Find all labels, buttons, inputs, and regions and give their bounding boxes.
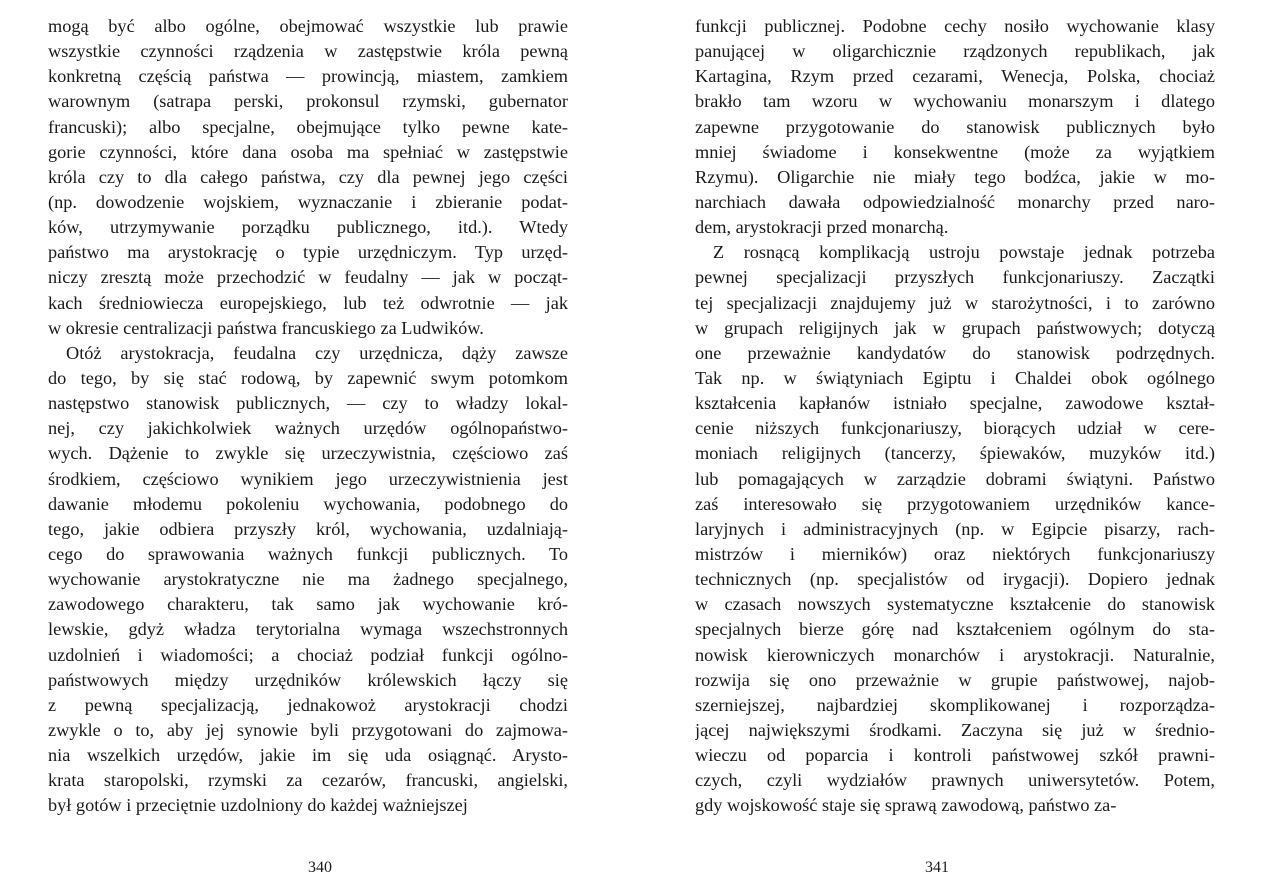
text-line: Rzymu). Oligarchie nie miały tego bodźca, jakie w mo- [695, 166, 1215, 187]
text-line: króla czy to dla całego państwa, czy dla pewnej jego części [48, 166, 568, 187]
text-line: tego, jakie odbiera przyszły król, wychowania, uzdalniają- [48, 518, 568, 539]
text-line: Kartagina, Rzym przed cezarami, Wenecja, Polska, chociaż [695, 66, 1215, 87]
text-line: wychowanie arystokratyczne nie ma żadnego specjalnego, [48, 569, 568, 590]
text-line: był gotów i przeciętnie uzdolniony do każdej ważniejszej [48, 795, 468, 816]
text-line: tej specjalizacji znajdujemy już w starożytności, i to zarówno [695, 292, 1215, 313]
text-line: technicznych (np. specjalistów od irygacji). Dopiero jednak [695, 569, 1215, 590]
text-line: nia wszelkich urzędów, jakie im się uda osiągnąć. Arysto- [48, 745, 568, 766]
text-line: rozwija się ono przeważnie w grupie państwowej, najob- [695, 669, 1215, 690]
right-page-number: 341 [925, 859, 949, 876]
text-line: cego do sprawowania ważnych funkcji publicznych. To [48, 543, 568, 564]
text-line: konkretną częścią państwa — prowincją, miastem, zamkiem [48, 66, 568, 87]
text-line: ków, utrzymywanie porządku publicznego, itd.). Wtedy [48, 217, 568, 238]
text-line: do tego, by się stać rodową, by zapewnić swym potomkom [48, 367, 568, 388]
text-line: gorie czynności, które dana osoba ma spełniać w zastępstwie [48, 141, 568, 162]
text-line: zaś interesowało się przygotowaniem urzędników kance- [695, 493, 1215, 514]
text-line: one przeważnie kandydatów do stanowisk podrzędnych. [695, 342, 1215, 363]
text-line: Z rosnącą komplikacją ustroju powstaje jednak potrzeba [713, 242, 1215, 263]
text-line: (np. dowodzenie wojskiem, wyznaczanie i zbieranie podat- [48, 191, 568, 212]
text-line: środkiem, częściowo wynikiem jego urzeczywistnienia jest [48, 468, 568, 489]
text-line: dem, arystokracji przed monarchą. [695, 217, 949, 238]
text-line: w okresie centralizacji państwa francuskiego za Ludwików. [48, 317, 484, 338]
text-line: zapewne przygotowanie do stanowisk publicznych było [695, 116, 1215, 137]
text-line: następstwo stanowisk publicznych, — czy to władzy lokal- [48, 393, 568, 414]
text-line: czych, czyli wydziałów prawnych uniwersytetów. Potem, [695, 770, 1215, 791]
text-line: zawodowego charakteru, tak samo jak wychowanie kró- [48, 594, 568, 615]
right-page-text [695, 14, 1215, 819]
text-line: mogą być albo ogólne, obejmować wszystkie lub prawie [48, 16, 568, 36]
text-line: w czasach nowszych systematyczne kształcenie do stanowisk [695, 594, 1215, 615]
text-line: krata staropolski, rzymski za cezarów, francuski, angielski, [48, 770, 568, 791]
text-line: wszystkie czynności rządzenia w zastępstwie króla pewną [48, 41, 568, 62]
text-line: niczy zresztą może przechodzić w feudalny — jak w począt- [48, 267, 568, 288]
right-page [695, 14, 1215, 884]
text-line: laryjnych i administracyjnych (np. w Egipcie pisarzy, rach- [695, 518, 1215, 539]
text-line: lub pomagających w zarządzie dobrami świątyni. Państwo [695, 468, 1215, 489]
text-line: wych. Dążenie to zwykle się urzeczywistnia, częściowo zaś [48, 443, 568, 464]
text-line: specjalnych bierze górę nad kształceniem ogólnym do sta- [695, 619, 1215, 640]
text-line: mniej świadome i konsekwentne (może za wyjątkiem [695, 141, 1215, 162]
text-line: w grupach religijnych jak w grupach państwowych; dotyczą [695, 317, 1215, 338]
text-line: nowisk kierowniczych monarchów i arystokracji. Naturalnie, [695, 644, 1215, 665]
text-line: państwowych między urzędników królewskich łączy się [48, 669, 568, 690]
text-line: wieczu od poparcia i kontroli państwowej szkół prawni- [695, 745, 1215, 766]
text-line: kształcenia kapłanów istniało specjalne, zawodowe kształ- [695, 393, 1215, 414]
text-line: narchiach dawała odpowiedzialność monarchy przed naro- [695, 191, 1215, 212]
text-line: panującej w oligarchicznie rządzonych republikach, jak [695, 41, 1215, 62]
left-page-text [48, 14, 568, 819]
text-line: państwo ma arystokrację o typie urzędniczym. Typ urzęd- [48, 242, 568, 263]
text-line: zwykle o to, aby jej synowie byli przygotowani do zajmowa- [48, 719, 568, 740]
text-line: lewskie, gdyż władza terytorialna wymaga wszechstronnych [48, 619, 568, 640]
text-line: mistrzów i mierników) oraz niektórych funkcjonariuszy [695, 543, 1215, 564]
text-line: nej, czy jakichkolwiek ważnych urzędów ogólnopaństwo- [48, 418, 568, 439]
text-line: brakło tam wzoru w wychowaniu monarszym i dlatego [695, 91, 1215, 112]
text-line: cenie niższych funkcjonariuszy, biorących udział w cere- [695, 418, 1215, 439]
text-line: francuski); albo specjalne, obejmujące tylko pewne kate- [48, 116, 568, 137]
text-line: warownym (satrapa perski, prokonsul rzymski, gubernator [48, 91, 568, 112]
text-line: gdy wojskowość staje się sprawą zawodową, państwo za- [695, 795, 1117, 816]
left-page [48, 14, 568, 884]
text-line: Otóż arystokracja, feudalna czy urzędnicza, dąży zawsze [66, 342, 568, 363]
text-line: uzdolnień i wiadomości; a chociaż podział funkcji ogólno- [48, 644, 568, 665]
text-line: z pewną specjalizacją, jednakowoż arystokracji chodzi [48, 694, 568, 715]
text-line: pewnej specjalizacji przyszłych funkcjonariuszy. Zaczątki [695, 267, 1215, 288]
text-line: funkcji publicznej. Podobne cechy nosiło wychowanie klasy [695, 16, 1215, 36]
text-line: dawanie młodemu pokoleniu wychowania, podobnego do [48, 493, 568, 514]
text-line: kach średniowiecza europejskiego, lub też odwrotnie — jak [48, 292, 568, 313]
text-line: szerniejszej, najbardziej skomplikowanej i rozporządza- [695, 694, 1215, 715]
text-line: jącej największymi środkami. Zaczyna się już w średnio- [695, 719, 1215, 740]
text-line: moniach religijnych (tancerzy, śpiewaków, muzyków itd.) [695, 443, 1215, 464]
text-line: Tak np. w świątyniach Egiptu i Chaldei obok ogólnego [695, 367, 1215, 388]
left-page-number: 340 [308, 859, 332, 876]
